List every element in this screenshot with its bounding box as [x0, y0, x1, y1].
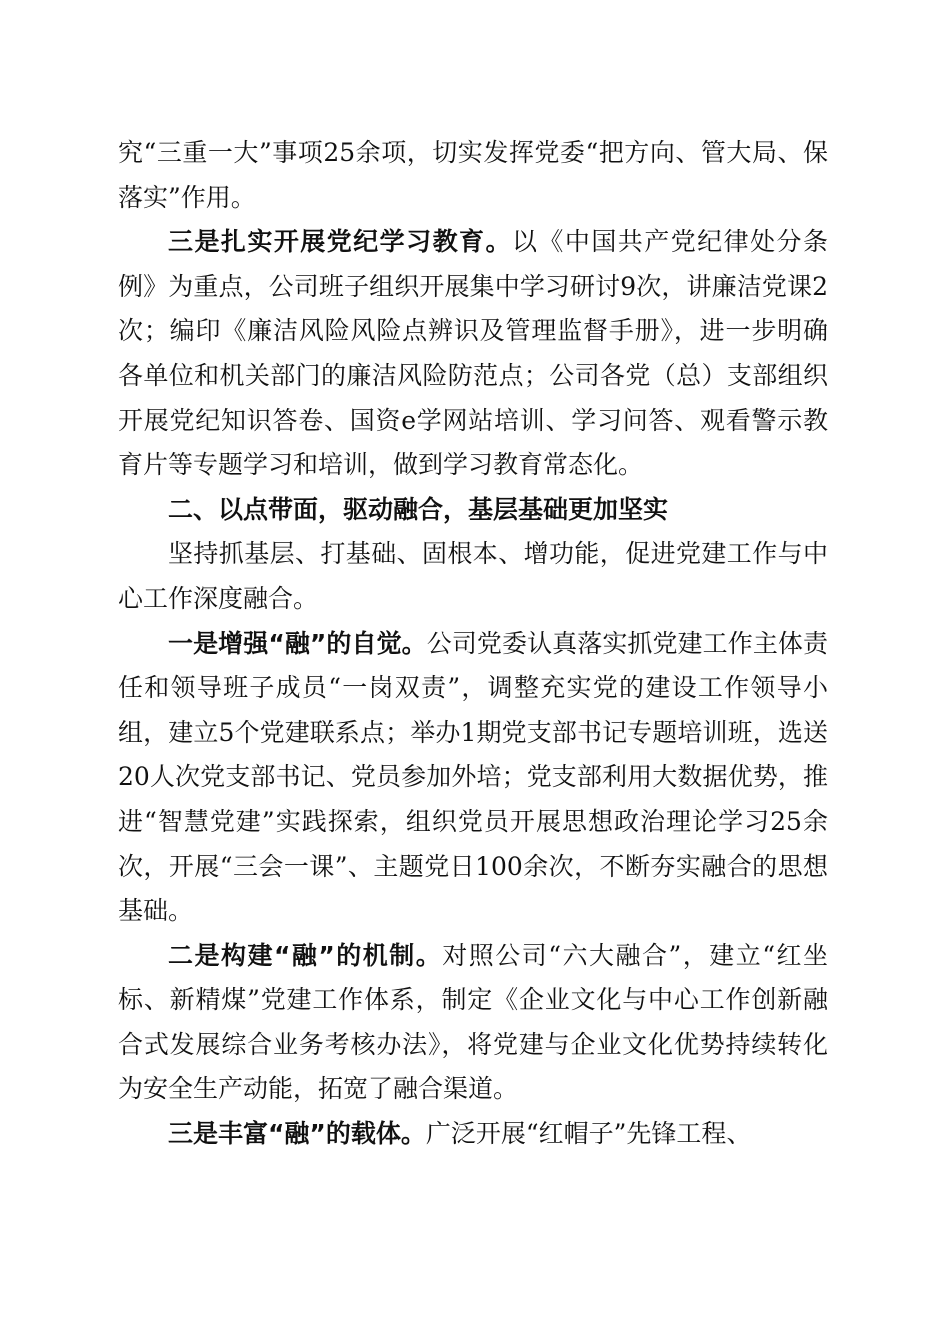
paragraph-intro — [118, 532, 828, 621]
paragraph-lead: 三是扎实开展党纪学习教育。 — [168, 227, 512, 257]
paragraph-text: 以《中国共产党纪律处分条例》为重点，公司班子组织开展集中学习研讨9次，讲廉洁党课2次；编印《廉洁风险风险点辨识及管理监督手册》，进一步明确各单位和机关部门的廉洁风险防范点；公司各党（总）支部组织开展党纪知识答卷、国资e学网站培训、学习问答、观看警示教育片等专题学习和培训，做到学习教育常态化。 — [118, 227, 828, 480]
section-heading: 二、以点带面，驱动融合，基层基础更加坚实 — [168, 494, 669, 524]
paragraph-lead: 三是丰富“融”的载体。 — [168, 1119, 426, 1149]
paragraph-carrier — [118, 1112, 828, 1157]
paragraph-mechanism — [118, 934, 828, 1112]
paragraph-awareness — [118, 622, 828, 934]
paragraph-lead: 二是构建“融”的机制。 — [168, 940, 443, 970]
paragraph-text: 公司党委认真落实抓党建工作主体责任和领导班子成员“一岗双责”，调整充实党的建设工作领导小组，建立5个党建联系点；举办1期党支部书记专题培训班，选送20人次党支部书记、党员参加外培；党支部利用大数据优势，推进“智慧党建”实践探索，组织党员开展思想政治理论学习25余次，开展“三会一课”、主题党日100余次，不断夯实融合的思想基础。 — [118, 628, 828, 926]
paragraph-text: 坚持抓基层、打基础、固根本、增功能，促进党建工作与中心工作深度融合。 — [118, 539, 828, 613]
paragraph-text: 究“三重一大”事项25余项，切实发挥党委“把方向、管大局、保落实”作用。 — [118, 138, 828, 212]
paragraph-text: 对照公司“六大融合”，建立“红坐标、新精煤”党建工作体系，制定《企业文化与中心工作创新融合式发展综合业务考核办法》，将党建与企业文化优势持续转化为安全生产动能，拓宽了融合渠道。 — [118, 940, 828, 1104]
paragraph-lead: 一是增强“融”的自觉。 — [168, 628, 427, 658]
paragraph-discipline-education — [118, 220, 828, 488]
paragraph-text: 广泛开展“红帽子”先锋工程、 — [425, 1119, 752, 1149]
document-page — [118, 131, 828, 1157]
paragraph-continuation — [118, 131, 828, 220]
